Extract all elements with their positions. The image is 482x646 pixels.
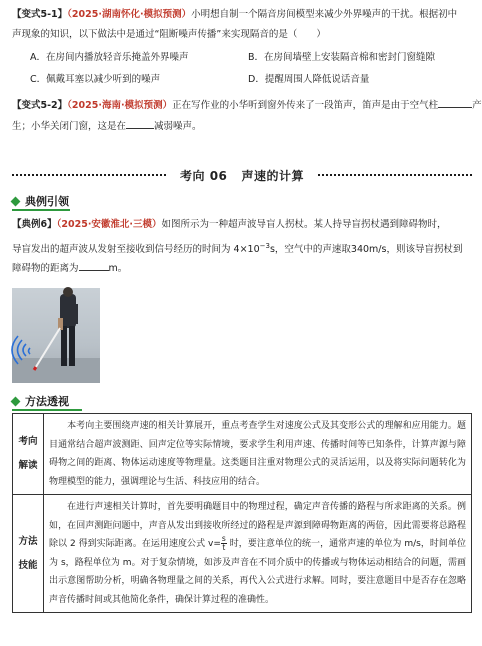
- formula-numerator: s: [221, 534, 226, 543]
- variant-5-2-text2b: 减弱噪声。: [154, 121, 202, 132]
- row-header-line: 解读: [18, 460, 38, 471]
- row-body-topic-interpretation: [44, 414, 472, 495]
- variant-5-2-source: （2025·海南·模拟预测）: [67, 100, 173, 111]
- topic-name: 声速的计算: [241, 168, 304, 183]
- example-6-exponent: −3: [259, 242, 270, 250]
- example-6-line1: [12, 218, 472, 232]
- variant-5-2-line2: [12, 118, 472, 134]
- example-6-line3: [12, 260, 472, 276]
- variant-5-1-text1: 小明想自制一个隔音房间模型来减少外界噪声的干扰。根据初中: [191, 9, 458, 20]
- variant-5-2-tag: 【变式5-2】: [12, 100, 68, 111]
- table-row: [13, 414, 472, 495]
- variant-5-2-line1: [12, 97, 482, 113]
- section-underline: [12, 409, 82, 411]
- table-row: [13, 495, 472, 613]
- divider: [12, 174, 166, 176]
- topic-number: 考向 06: [180, 168, 228, 183]
- variant-5-2-text1-end: 产: [472, 100, 482, 111]
- blind-cane-photo: [12, 288, 100, 383]
- row-header-topic-interpretation: [13, 414, 44, 495]
- answer-blank[interactable]: [79, 260, 109, 271]
- divider: [318, 174, 472, 176]
- variant-5-1-option-c[interactable]: C．佩戴耳塞以减少听到的噪声: [30, 74, 161, 85]
- example-6-text2b: s，空气中的声速取340m/s，则该导盲拐杖到: [269, 244, 463, 256]
- row-text: 时，要注意单位的统一，通常声速的单位为 m/s，时间单位为 s，路程单位为 m。对于复杂情境，如涉及声音在不同介质中的传播或与物体运动相结合的问题，需画出示意图帮助分析，明确各物理量之间的关系，再代入公式进行求解。同时，要注意题目中是否存在忽略声音传播时间或其他简化条件，确保计算过程的准确性。: [49, 539, 466, 605]
- row-header-line: 考向: [18, 436, 38, 447]
- topic-title-bar: [12, 166, 472, 184]
- example-section-heading: [12, 193, 69, 209]
- blind-cane-illustration: [12, 288, 100, 383]
- row-header-method-skills: [13, 495, 44, 613]
- method-table: [12, 413, 472, 613]
- example-6-text3a: 障碍物的距离为: [12, 263, 79, 274]
- variant-5-1-option-a[interactable]: A．在房间内播放轻音乐掩盖外界噪声: [30, 52, 189, 63]
- diamond-bullet-icon: [11, 396, 21, 406]
- example-6-text2a: 导盲发出的超声波从发射至接收到信号经历的时间为 4×10: [12, 244, 260, 256]
- formula-denominator: t: [222, 543, 226, 552]
- variant-5-1-line1: [12, 8, 472, 22]
- example-6-tag: 【典例6】: [12, 219, 57, 230]
- variant-5-2-text2a: 生；小华关闭门窗，这是在: [12, 121, 127, 132]
- variant-5-1-option-b[interactable]: B．在房间墙壁上安装隔音棉和密封门窗缝隙: [248, 52, 436, 63]
- variant-5-1-line2: 声现象的知识，以下做法中是通过“阻断噪声传播”来实现隔音的是（ ）: [12, 29, 326, 40]
- variant-5-1-tag: 【变式5-1】: [12, 9, 68, 20]
- row-header-line: 技能: [18, 559, 38, 571]
- variant-5-1-option-d[interactable]: D．提醒周围人降低说话音量: [248, 74, 370, 85]
- row-text: 在进行声速相关计算时，首先要明确题目中的物理过程，确定声音传播的路程与所求距离的关系。例如，在回声测距问题中，声音从发出到接收所经过的路程是声源到障碍物距离的两倍，因此需要将总路程除以 2 得到实际距离。在运用速度公式 v=: [49, 502, 466, 549]
- method-section-label: 方法透视: [25, 395, 69, 408]
- example-section-label: 典例引领: [25, 195, 69, 208]
- section-underline: [12, 209, 70, 211]
- topic-title: [166, 167, 318, 184]
- variant-5-1-source: （2025·湖南怀化·模拟预测）: [67, 9, 192, 20]
- answer-blank[interactable]: [438, 97, 472, 108]
- example-6-line2: [12, 239, 472, 257]
- row-text: 本考向主要围绕声速的相关计算展开，重点考查学生对速度公式及其变形公式的理解和应用能力。题目通常结合超声波测距、回声定位等实际情境，要求学生利用声速、传播时间等已知条件，计算声源与障碍物之间的距离、物体运动速度等物理量。这类题目注重对物理公式的灵活运用，以及将实际问题转化为物理模型的能力，强调理论与生活、科技应用的结合。: [49, 421, 466, 487]
- method-section-heading: [12, 393, 69, 409]
- example-6-source: （2025·安徽淮北·三模）: [56, 219, 162, 230]
- variant-5-2-text1: 正在写作业的小华听到窗外传来了一段笛声，笛声是由于空气柱: [172, 100, 439, 111]
- example-6-text1: 如图所示为一种超声波导盲人拐杖。某人持导盲拐杖遇到障碍物时，: [161, 219, 447, 230]
- diamond-bullet-icon: [11, 196, 21, 206]
- row-body-method-skills: [44, 495, 472, 613]
- row-header-line: 方法: [18, 535, 38, 547]
- example-6-text3b: m。: [108, 263, 128, 274]
- answer-blank[interactable]: [126, 118, 154, 129]
